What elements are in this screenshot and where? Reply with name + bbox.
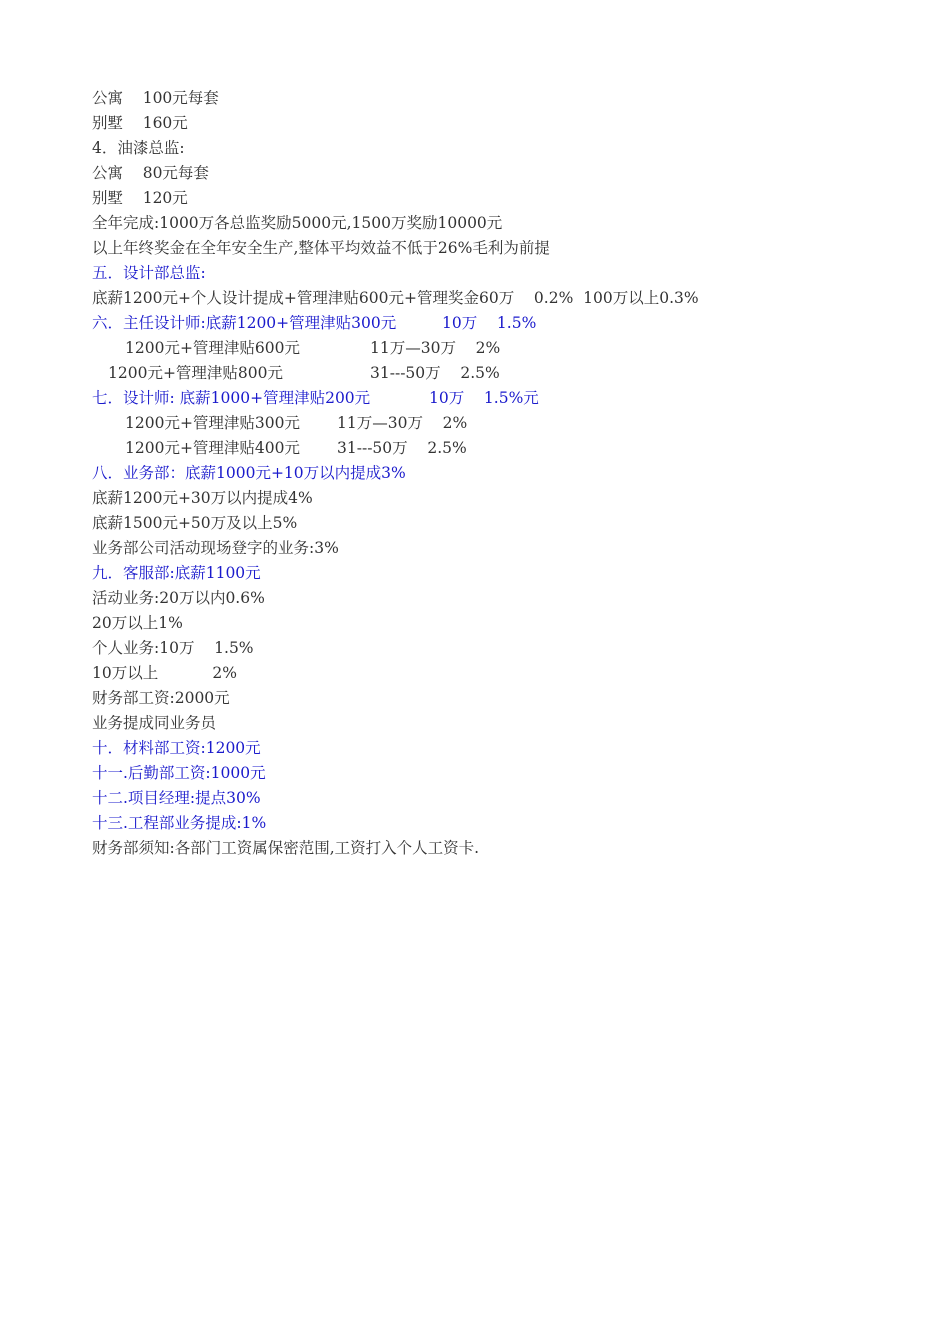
line-text: 4．油漆总监: bbox=[92, 139, 185, 157]
text-line-chief-designer-tier2 bbox=[92, 336, 852, 360]
section-heading-customer-service bbox=[92, 561, 261, 585]
section-heading-designer bbox=[92, 386, 852, 410]
text-line-personal-business bbox=[92, 636, 254, 660]
line-text: 公寓 100元每套 bbox=[92, 89, 219, 107]
text-line-sales-event bbox=[92, 536, 339, 560]
text-line-chief-designer-tier3 bbox=[92, 361, 852, 385]
text-line-sales-tier2 bbox=[92, 486, 313, 510]
section-heading-design-director bbox=[92, 261, 206, 285]
text-line-personal-above-10 bbox=[92, 661, 237, 685]
section-heading-chief-designer bbox=[92, 311, 852, 335]
line-text: 1200元+管理津贴600元 bbox=[125, 339, 301, 357]
line-text: 底薪1500元+50万及以上5% bbox=[92, 514, 298, 532]
line-text: 个人业务:10万 1.5% bbox=[92, 639, 254, 657]
line-text: 五．设计部总监: bbox=[92, 264, 206, 282]
text-line-finance-notice bbox=[92, 836, 479, 860]
line-text: 十二.项目经理:提点30% bbox=[92, 789, 261, 807]
line-text: 六．主任设计师:底薪1200+管理津贴300元 bbox=[92, 314, 397, 332]
line-text: 八．业务部：底薪1000元+10万以内提成3% bbox=[92, 464, 406, 482]
line-text: 11万—30万 2% bbox=[337, 414, 468, 432]
section-heading-engineering bbox=[92, 811, 266, 835]
line-text: 10万 1.5%元 bbox=[429, 389, 539, 407]
text-line-design-director-salary bbox=[92, 286, 699, 310]
line-text: 1200元+管理津贴300元 bbox=[125, 414, 301, 432]
line-text: 九．客服部:底薪1100元 bbox=[92, 564, 261, 582]
line-text: 业务部公司活动现场登字的业务:3% bbox=[92, 539, 339, 557]
text-line-event-business bbox=[92, 586, 265, 610]
line-text: 活动业务:20万以内0.6% bbox=[92, 589, 265, 607]
line-text: 七．设计师: 底薪1000+管理津贴200元 bbox=[92, 389, 371, 407]
line-text: 别墅 160元 bbox=[92, 114, 188, 132]
line-text: 10万 1.5% bbox=[442, 314, 537, 332]
text-line-finance-commission bbox=[92, 711, 216, 735]
line-text: 31---50万 2.5% bbox=[337, 439, 467, 457]
section-heading-project-manager bbox=[92, 786, 261, 810]
line-text: 1200元+管理津贴800元 bbox=[108, 364, 284, 382]
text-line-finance-salary bbox=[92, 686, 230, 710]
line-text: 20万以上1% bbox=[92, 614, 183, 632]
text-line-apartment-100 bbox=[92, 86, 219, 110]
line-text: 业务提成同业务员 bbox=[92, 714, 217, 732]
line-text: 31---50万 2.5% bbox=[370, 364, 500, 382]
text-line-event-above-20 bbox=[92, 611, 183, 635]
section-heading-materials bbox=[92, 736, 261, 760]
line-text: 底薪1200元+30万以内提成4% bbox=[92, 489, 313, 507]
text-line-villa-160 bbox=[92, 111, 188, 135]
line-text: 全年完成:1000万各总监奖励5000元,1500万奖励10000元 bbox=[92, 214, 503, 232]
text-line-bonus-premise bbox=[92, 236, 550, 260]
text-line-paint-director bbox=[92, 136, 185, 160]
line-text: 十．材料部工资:1200元 bbox=[92, 739, 261, 757]
line-text: 别墅 120元 bbox=[92, 189, 188, 207]
line-text: 10万以上 2% bbox=[92, 664, 238, 682]
line-text: 十三.工程部业务提成:1% bbox=[92, 814, 267, 832]
line-text: 财务部工资:2000元 bbox=[92, 689, 230, 707]
line-text: 11万—30万 2% bbox=[370, 339, 501, 357]
line-text: 十一.后勤部工资:1000元 bbox=[92, 764, 266, 782]
section-heading-sales bbox=[92, 461, 406, 485]
text-line-apartment-80 bbox=[92, 161, 209, 185]
section-heading-logistics bbox=[92, 761, 266, 785]
line-text: 公寓 80元每套 bbox=[92, 164, 209, 182]
text-line-designer-tier3 bbox=[92, 436, 852, 460]
text-line-annual-bonus bbox=[92, 211, 502, 235]
text-line-villa-120 bbox=[92, 186, 188, 210]
line-text: 1200元+管理津贴400元 bbox=[125, 439, 301, 457]
text-line-sales-tier3 bbox=[92, 511, 297, 535]
line-text: 以上年终奖金在全年安全生产,整体平均效益不低于26%毛利为前提 bbox=[92, 239, 550, 257]
line-text: 底薪1200元+个人设计提成+管理津贴600元+管理奖金60万 0.2% 100万以上0.3% bbox=[92, 289, 699, 307]
text-line-designer-tier2 bbox=[92, 411, 852, 435]
line-text: 财务部须知:各部门工资属保密范围,工资打入个人工资卡. bbox=[92, 839, 480, 857]
